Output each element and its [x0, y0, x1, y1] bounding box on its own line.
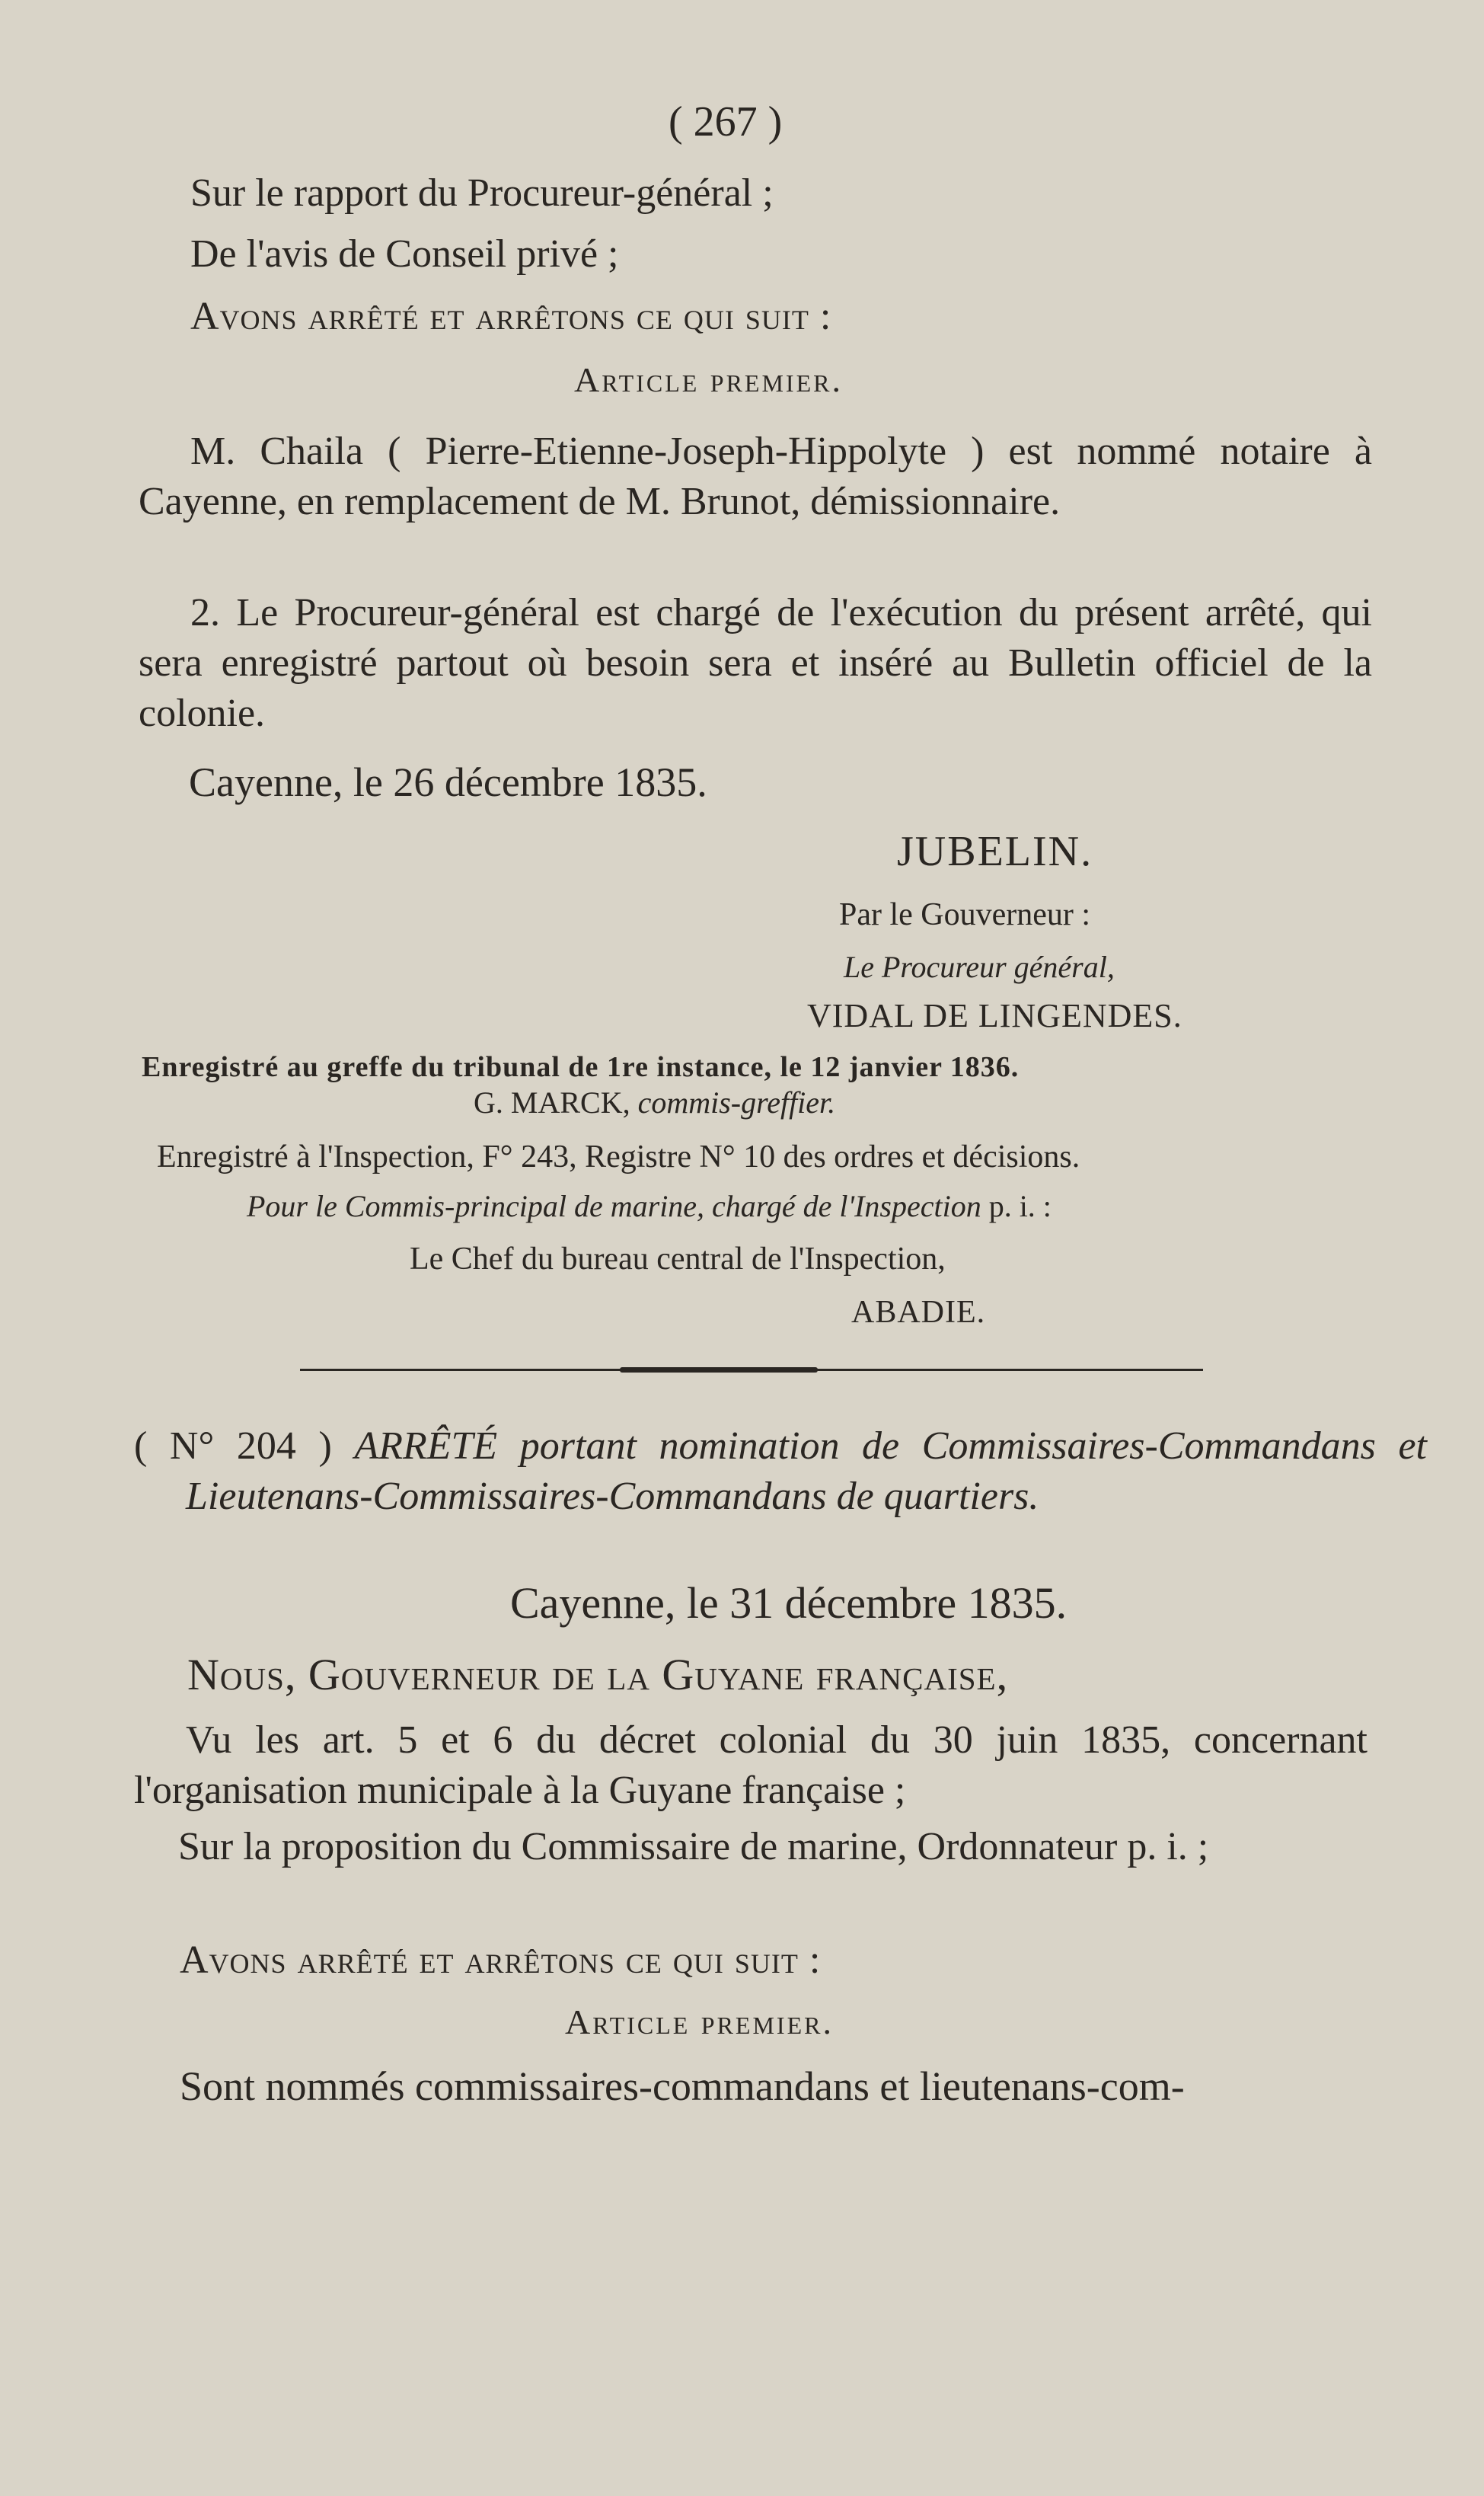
- section-divider: [300, 1369, 1203, 1371]
- avons-line: Avons arrêté et arrêtons ce qui suit :: [190, 295, 832, 338]
- page-number: ( 267 ): [669, 98, 783, 145]
- arrete-heading: [134, 1421, 1427, 1522]
- vidal-de-lingendes: VIDAL DE LINGENDES.: [807, 997, 1182, 1034]
- marck-line: [474, 1085, 836, 1120]
- chef-du-bureau: Le Chef du bureau central de l'Inspection,: [410, 1242, 946, 1277]
- procureur-general: Le Procureur général,: [844, 950, 1115, 984]
- pour-le-commis-line: [247, 1191, 1052, 1222]
- sont-nommes: Sont nommés commissaires-commandans et lieutenans-com-: [180, 2063, 1185, 2109]
- vu-les-articles: Vu les art. 5 et 6 du décret colonial du 30 juin 1835, concernant l'organisation municipale à la Guyane française ;: [134, 1718, 1368, 1812]
- nous-gouverneur: Nous, Gouverneur de la Guyane française,: [187, 1650, 1009, 1699]
- article-1: M. Chaila ( Pierre-Etienne-Joseph-Hippolyte ) est nommé notaire à Cayenne, en remplacement de M. Brunot, démissionnaire.: [139, 430, 1372, 523]
- enregistrement-greffe: Enregistré au greffe du tribunal de 1re instance, le 12 janvier 1836.: [142, 1051, 1020, 1083]
- article-title-2: Article premier.: [565, 2002, 834, 2041]
- sur-la-proposition: Sur la proposition du Commissaire de marine, Ordonnateur p. i. ;: [178, 1825, 1209, 1868]
- par-le-gouverneur: Par le Gouverneur :: [839, 897, 1091, 932]
- enregistrement-inspection: Enregistré à l'Inspection, F° 243, Registre N° 10 des ordres et décisions.: [157, 1139, 1080, 1174]
- rapport-line: Sur le rapport du Procureur-général ;: [190, 171, 774, 215]
- arrete-title: ARRÊTÉ portant nomination de Commissaires-Commandans et Lieutenans-Commissaires-Commandans de quartiers.: [186, 1424, 1428, 1518]
- second-act-date: Cayenne, le 31 décembre 1835.: [510, 1578, 1068, 1628]
- divider-thick-center: [620, 1367, 818, 1373]
- first-act-date: Cayenne, le 26 décembre 1835.: [189, 759, 707, 805]
- marck-role: commis-greffier.: [637, 1085, 836, 1120]
- marck-name: G. MARCK,: [474, 1085, 630, 1120]
- signature-jubelin: JUBELIN.: [897, 828, 1093, 875]
- arrete-number: ( N° 204 ): [134, 1424, 332, 1468]
- avons-line-2: Avons arrêté et arrêtons ce qui suit :: [180, 1938, 822, 1982]
- article-2: 2. Le Procureur-général est chargé de l'exécution du présent arrêté, qui sera enregistré partout où besoin sera et inséré au Bulletin officiel de la colonie.: [139, 591, 1372, 735]
- avis-line: De l'avis de Conseil privé ;: [190, 232, 619, 276]
- pour-le-commis: Pour le Commis-principal de marine, chargé de l'Inspection: [247, 1189, 981, 1223]
- pour-le-commis-tail: p. i. :: [988, 1189, 1052, 1223]
- abadie: ABADIE.: [851, 1295, 986, 1330]
- article-title: Article premier.: [574, 360, 843, 399]
